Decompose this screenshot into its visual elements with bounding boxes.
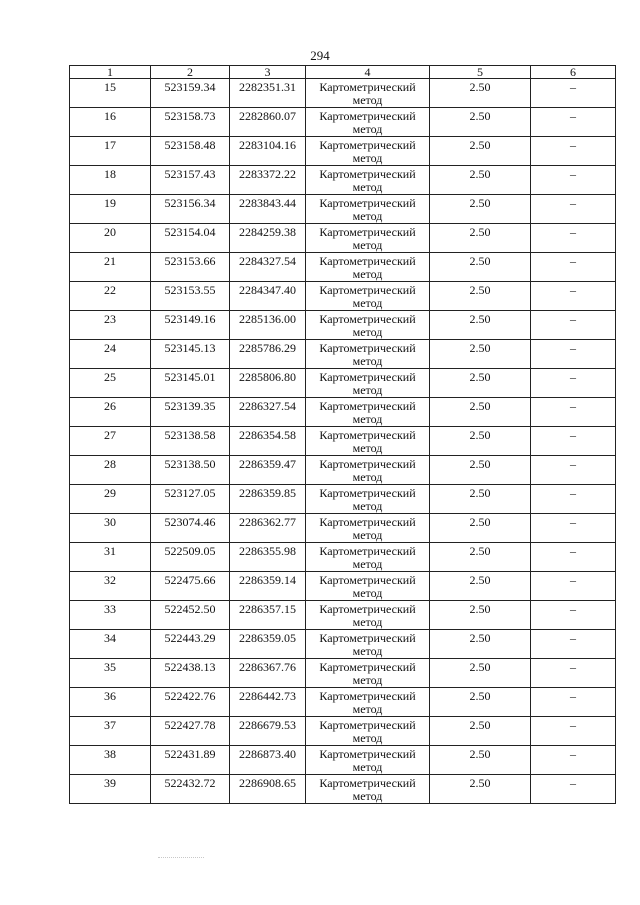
table-row <box>70 659 616 688</box>
y-coordinate-cell: 2283843.44 <box>230 195 306 224</box>
header-cell-3: 3 <box>230 66 306 79</box>
table-row <box>70 311 616 340</box>
scan-artifact <box>158 857 204 861</box>
point-number-cell: 34 <box>70 630 151 659</box>
method-cell: Картометрический метод <box>306 282 430 311</box>
point-number-cell: 22 <box>70 282 151 311</box>
accuracy-cell: 2.50 <box>430 717 531 746</box>
point-number-cell: 28 <box>70 456 151 485</box>
x-coordinate-cell: 523145.01 <box>151 369 230 398</box>
point-number-cell: 38 <box>70 746 151 775</box>
accuracy-cell: 2.50 <box>430 166 531 195</box>
description-cell: – <box>531 340 616 369</box>
x-coordinate-cell: 523157.43 <box>151 166 230 195</box>
description-cell: – <box>531 282 616 311</box>
method-cell: Картометрический метод <box>306 746 430 775</box>
coordinates-table <box>69 65 616 804</box>
table-row <box>70 108 616 137</box>
point-number-cell: 16 <box>70 108 151 137</box>
description-cell: – <box>531 108 616 137</box>
y-coordinate-cell: 2283372.22 <box>230 166 306 195</box>
y-coordinate-cell: 2286354.58 <box>230 427 306 456</box>
point-number-cell: 24 <box>70 340 151 369</box>
y-coordinate-cell: 2286442.73 <box>230 688 306 717</box>
accuracy-cell: 2.50 <box>430 572 531 601</box>
point-number-cell: 26 <box>70 398 151 427</box>
method-cell: Картометрический метод <box>306 485 430 514</box>
table-row <box>70 543 616 572</box>
y-coordinate-cell: 2286359.47 <box>230 456 306 485</box>
table-header <box>70 66 616 79</box>
point-number-cell: 17 <box>70 137 151 166</box>
method-cell: Картометрический метод <box>306 514 430 543</box>
header-cell-4: 4 <box>306 66 430 79</box>
y-coordinate-cell: 2283104.16 <box>230 137 306 166</box>
accuracy-cell: 2.50 <box>430 514 531 543</box>
description-cell: – <box>531 485 616 514</box>
header-cell-6: 6 <box>531 66 616 79</box>
description-cell: – <box>531 775 616 804</box>
description-cell: – <box>531 398 616 427</box>
header-cell-5: 5 <box>430 66 531 79</box>
accuracy-cell: 2.50 <box>430 137 531 166</box>
header-row <box>70 66 616 79</box>
x-coordinate-cell: 523159.34 <box>151 79 230 108</box>
table-row <box>70 282 616 311</box>
description-cell: – <box>531 601 616 630</box>
method-cell: Картометрический метод <box>306 398 430 427</box>
accuracy-cell: 2.50 <box>430 543 531 572</box>
table-row <box>70 166 616 195</box>
y-coordinate-cell: 2286679.53 <box>230 717 306 746</box>
x-coordinate-cell: 522475.66 <box>151 572 230 601</box>
x-coordinate-cell: 522438.13 <box>151 659 230 688</box>
point-number-cell: 30 <box>70 514 151 543</box>
method-cell: Картометрический метод <box>306 224 430 253</box>
header-cell-1: 1 <box>70 66 151 79</box>
accuracy-cell: 2.50 <box>430 688 531 717</box>
y-coordinate-cell: 2285136.00 <box>230 311 306 340</box>
table-row <box>70 137 616 166</box>
point-number-cell: 31 <box>70 543 151 572</box>
table-row <box>70 398 616 427</box>
table-row <box>70 253 616 282</box>
table-row <box>70 195 616 224</box>
accuracy-cell: 2.50 <box>430 601 531 630</box>
point-number-cell: 25 <box>70 369 151 398</box>
description-cell: – <box>531 253 616 282</box>
y-coordinate-cell: 2282860.07 <box>230 108 306 137</box>
x-coordinate-cell: 523138.58 <box>151 427 230 456</box>
x-coordinate-cell: 523158.48 <box>151 137 230 166</box>
y-coordinate-cell: 2284259.38 <box>230 224 306 253</box>
point-number-cell: 29 <box>70 485 151 514</box>
point-number-cell: 33 <box>70 601 151 630</box>
accuracy-cell: 2.50 <box>430 79 531 108</box>
table-row <box>70 601 616 630</box>
method-cell: Картометрический метод <box>306 601 430 630</box>
accuracy-cell: 2.50 <box>430 746 531 775</box>
x-coordinate-cell: 523138.50 <box>151 456 230 485</box>
point-number-cell: 36 <box>70 688 151 717</box>
description-cell: – <box>531 688 616 717</box>
table-row <box>70 79 616 108</box>
method-cell: Картометрический метод <box>306 427 430 456</box>
method-cell: Картометрический метод <box>306 195 430 224</box>
x-coordinate-cell: 522452.50 <box>151 601 230 630</box>
point-number-cell: 18 <box>70 166 151 195</box>
accuracy-cell: 2.50 <box>430 630 531 659</box>
description-cell: – <box>531 311 616 340</box>
point-number-cell: 37 <box>70 717 151 746</box>
y-coordinate-cell: 2285786.29 <box>230 340 306 369</box>
x-coordinate-cell: 523139.35 <box>151 398 230 427</box>
table-row <box>70 717 616 746</box>
description-cell: – <box>531 195 616 224</box>
table-row <box>70 485 616 514</box>
table-row <box>70 427 616 456</box>
method-cell: Картометрический метод <box>306 630 430 659</box>
point-number-cell: 15 <box>70 79 151 108</box>
y-coordinate-cell: 2286357.15 <box>230 601 306 630</box>
y-coordinate-cell: 2286359.85 <box>230 485 306 514</box>
table-row <box>70 775 616 804</box>
method-cell: Картометрический метод <box>306 253 430 282</box>
description-cell: – <box>531 630 616 659</box>
method-cell: Картометрический метод <box>306 108 430 137</box>
description-cell: – <box>531 369 616 398</box>
y-coordinate-cell: 2286359.05 <box>230 630 306 659</box>
x-coordinate-cell: 523156.34 <box>151 195 230 224</box>
y-coordinate-cell: 2284327.54 <box>230 253 306 282</box>
x-coordinate-cell: 523127.05 <box>151 485 230 514</box>
table-row <box>70 572 616 601</box>
point-number-cell: 32 <box>70 572 151 601</box>
y-coordinate-cell: 2286359.14 <box>230 572 306 601</box>
table-body <box>70 79 616 804</box>
method-cell: Картометрический метод <box>306 456 430 485</box>
x-coordinate-cell: 523149.16 <box>151 311 230 340</box>
table-row <box>70 688 616 717</box>
table-row <box>70 369 616 398</box>
header-cell-2: 2 <box>151 66 230 79</box>
table-row <box>70 340 616 369</box>
y-coordinate-cell: 2286367.76 <box>230 659 306 688</box>
y-coordinate-cell: 2286327.54 <box>230 398 306 427</box>
accuracy-cell: 2.50 <box>430 108 531 137</box>
x-coordinate-cell: 523154.04 <box>151 224 230 253</box>
description-cell: – <box>531 514 616 543</box>
x-coordinate-cell: 522432.72 <box>151 775 230 804</box>
method-cell: Картометрический метод <box>306 572 430 601</box>
y-coordinate-cell: 2286355.98 <box>230 543 306 572</box>
method-cell: Картометрический метод <box>306 717 430 746</box>
page-number: 294 <box>310 48 330 63</box>
x-coordinate-cell: 523158.73 <box>151 108 230 137</box>
table-row <box>70 456 616 485</box>
method-cell: Картометрический метод <box>306 311 430 340</box>
description-cell: – <box>531 659 616 688</box>
y-coordinate-cell: 2285806.80 <box>230 369 306 398</box>
x-coordinate-cell: 522422.76 <box>151 688 230 717</box>
x-coordinate-cell: 522443.29 <box>151 630 230 659</box>
point-number-cell: 23 <box>70 311 151 340</box>
accuracy-cell: 2.50 <box>430 427 531 456</box>
x-coordinate-cell: 523153.66 <box>151 253 230 282</box>
accuracy-cell: 2.50 <box>430 311 531 340</box>
y-coordinate-cell: 2282351.31 <box>230 79 306 108</box>
description-cell: – <box>531 224 616 253</box>
x-coordinate-cell: 522431.89 <box>151 746 230 775</box>
description-cell: – <box>531 543 616 572</box>
point-number-cell: 20 <box>70 224 151 253</box>
table-row <box>70 224 616 253</box>
accuracy-cell: 2.50 <box>430 282 531 311</box>
y-coordinate-cell: 2286362.77 <box>230 514 306 543</box>
method-cell: Картометрический метод <box>306 369 430 398</box>
method-cell: Картометрический метод <box>306 659 430 688</box>
table-row <box>70 630 616 659</box>
y-coordinate-cell: 2286873.40 <box>230 746 306 775</box>
method-cell: Картометрический метод <box>306 166 430 195</box>
point-number-cell: 35 <box>70 659 151 688</box>
x-coordinate-cell: 522509.05 <box>151 543 230 572</box>
accuracy-cell: 2.50 <box>430 369 531 398</box>
accuracy-cell: 2.50 <box>430 659 531 688</box>
description-cell: – <box>531 166 616 195</box>
description-cell: – <box>531 79 616 108</box>
accuracy-cell: 2.50 <box>430 456 531 485</box>
table-row <box>70 514 616 543</box>
description-cell: – <box>531 427 616 456</box>
method-cell: Картометрический метод <box>306 137 430 166</box>
description-cell: – <box>531 456 616 485</box>
accuracy-cell: 2.50 <box>430 195 531 224</box>
point-number-cell: 19 <box>70 195 151 224</box>
x-coordinate-cell: 523145.13 <box>151 340 230 369</box>
y-coordinate-cell: 2284347.40 <box>230 282 306 311</box>
accuracy-cell: 2.50 <box>430 340 531 369</box>
x-coordinate-cell: 523074.46 <box>151 514 230 543</box>
accuracy-cell: 2.50 <box>430 224 531 253</box>
table-row <box>70 746 616 775</box>
x-coordinate-cell: 523153.55 <box>151 282 230 311</box>
y-coordinate-cell: 2286908.65 <box>230 775 306 804</box>
description-cell: – <box>531 137 616 166</box>
description-cell: – <box>531 717 616 746</box>
method-cell: Картометрический метод <box>306 775 430 804</box>
method-cell: Картометрический метод <box>306 79 430 108</box>
description-cell: – <box>531 572 616 601</box>
accuracy-cell: 2.50 <box>430 253 531 282</box>
method-cell: Картометрический метод <box>306 688 430 717</box>
point-number-cell: 21 <box>70 253 151 282</box>
point-number-cell: 27 <box>70 427 151 456</box>
accuracy-cell: 2.50 <box>430 398 531 427</box>
method-cell: Картометрический метод <box>306 543 430 572</box>
x-coordinate-cell: 522427.78 <box>151 717 230 746</box>
point-number-cell: 39 <box>70 775 151 804</box>
method-cell: Картометрический метод <box>306 340 430 369</box>
accuracy-cell: 2.50 <box>430 485 531 514</box>
accuracy-cell: 2.50 <box>430 775 531 804</box>
description-cell: – <box>531 746 616 775</box>
